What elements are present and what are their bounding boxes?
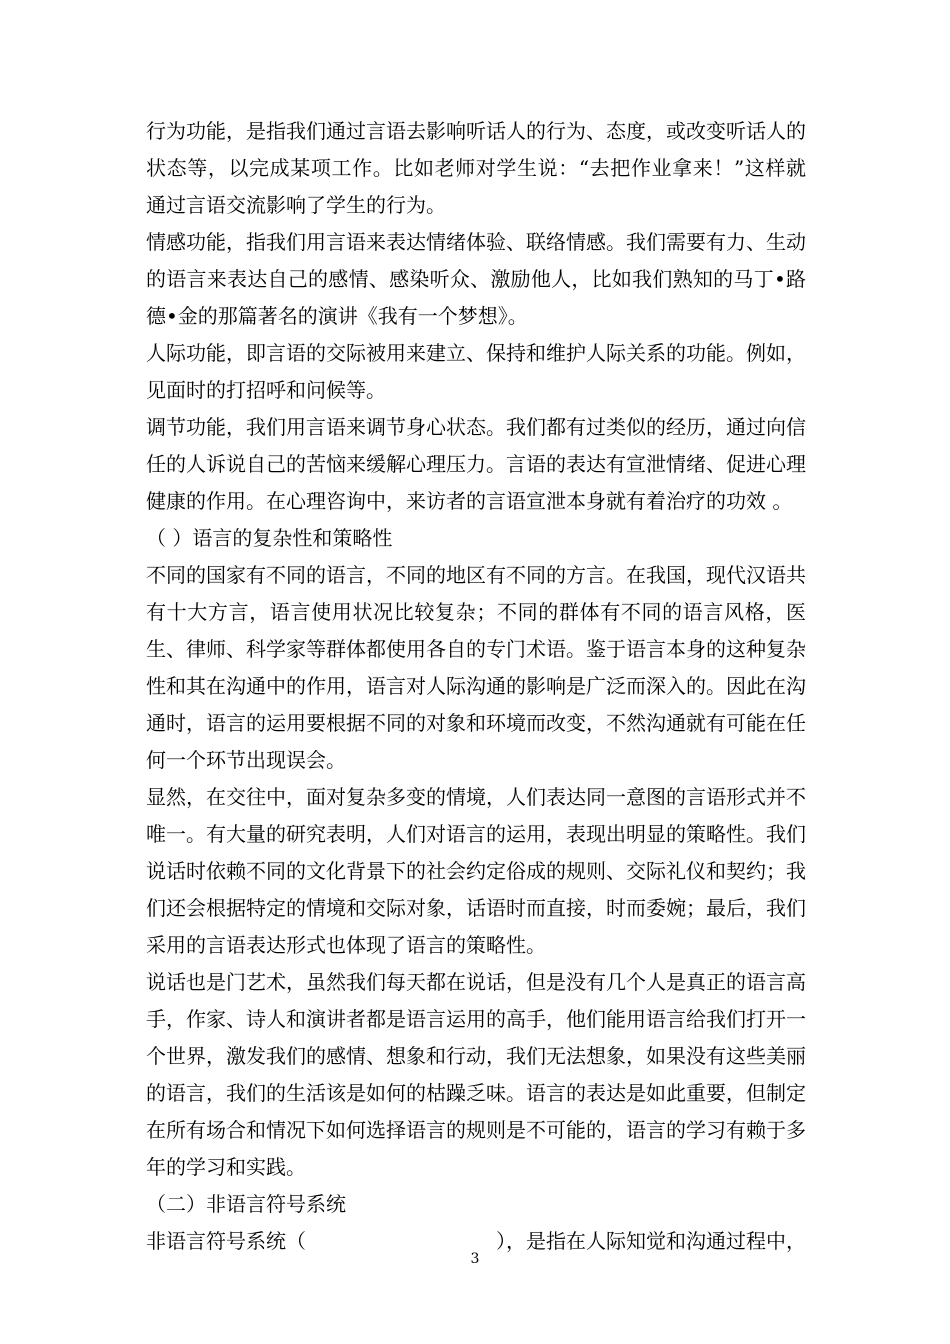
paragraph-behavior-function: 行为功能，是指我们通过言语去影响听话人的行为、态度，或改变听话人的状态等，以完成某项工作。比如老师对学生说：“去把作业拿来！”这样就通过言语交流影响了学生的行为。: [146, 119, 806, 217]
paragraph-emotion-function: 情感功能，指我们用言语来表达情绪体验、联络情感。我们需要有力、生动的语言来表达自己的感情、感染听众、激励他人，比如我们熟知的马丁•路德•金的那篇著名的演讲《我有一个梦想》。: [146, 230, 806, 328]
paragraph-interpersonal-function: 人际功能，即言语的交际被用来建立、保持和维护人际关系的功能。例如，见面时的打招呼和问候等。: [146, 341, 806, 402]
nonverbal-intro-right: ），是指在人际知觉和沟通过程中，: [496, 1229, 806, 1253]
document-body: [146, 113, 806, 1260]
paragraph-dialects: 不同的国家有不同的语言，不同的地区有不同的方言。在我国，现代汉语共有十大方言，语言使用状况比较复杂；不同的群体有不同的语言风格，医生、律师、科学家等群体都使用各自的专门术语。鉴于语言本身的这种复杂性和其在沟通中的作用，语言对人际沟通的影响是广泛而深入的。因此在沟通时，语言的运用要根据不同的对象和环境而改变，不然沟通就有可能在任何一个环节出现误会。: [146, 563, 806, 772]
page-number: 3: [470, 1251, 480, 1267]
paragraph-regulation-function: 调节功能，我们用言语来调节身心状态。我们都有过类似的经历，通过向信任的人诉说自己的苦恼来缓解心理压力。言语的表达有宣泄情绪、促进心理健康的作用。在心理咨询中，来访者的言语宣泄本身就有着治疗的功效 。: [146, 415, 806, 513]
section-heading-complexity: （ ）语言的复杂性和策略性: [146, 526, 393, 550]
nonverbal-intro-left: 非语言符号系统（: [146, 1229, 306, 1253]
section-heading-nonverbal: （二）非语言符号系统: [146, 1192, 346, 1216]
paragraph-speech-art: 说话也是门艺术，虽然我们每天都在说话，但是没有几个人是真正的语言高手，作家、诗人和演讲者都是语言运用的高手，他们能用语言给我们打开一个世界，激发我们的感情、想象和行动，我们无法想象，如果没有这些美丽的语言，我们的生活该是如何的枯躁乏味。语言的表达是如此重要，但制定在所有场合和情况下如何选择语言的规则是不可能的，语言的学习有赖于多年的学习和实践。: [146, 970, 806, 1179]
paragraph-strategy: 显然，在交往中，面对复杂多变的情境，人们表达同一意图的言语形式并不唯一。有大量的研究表明，人们对语言的运用，表现出明显的策略性。我们说话时依赖不同的文化背景下的社会约定俗成的规则、交际礼仪和契约；我们还会根据特定的情境和交际对象，话语时而直接，时而委婉；最后，我们采用的言语表达形式也体现了语言的策略性。: [146, 785, 806, 957]
